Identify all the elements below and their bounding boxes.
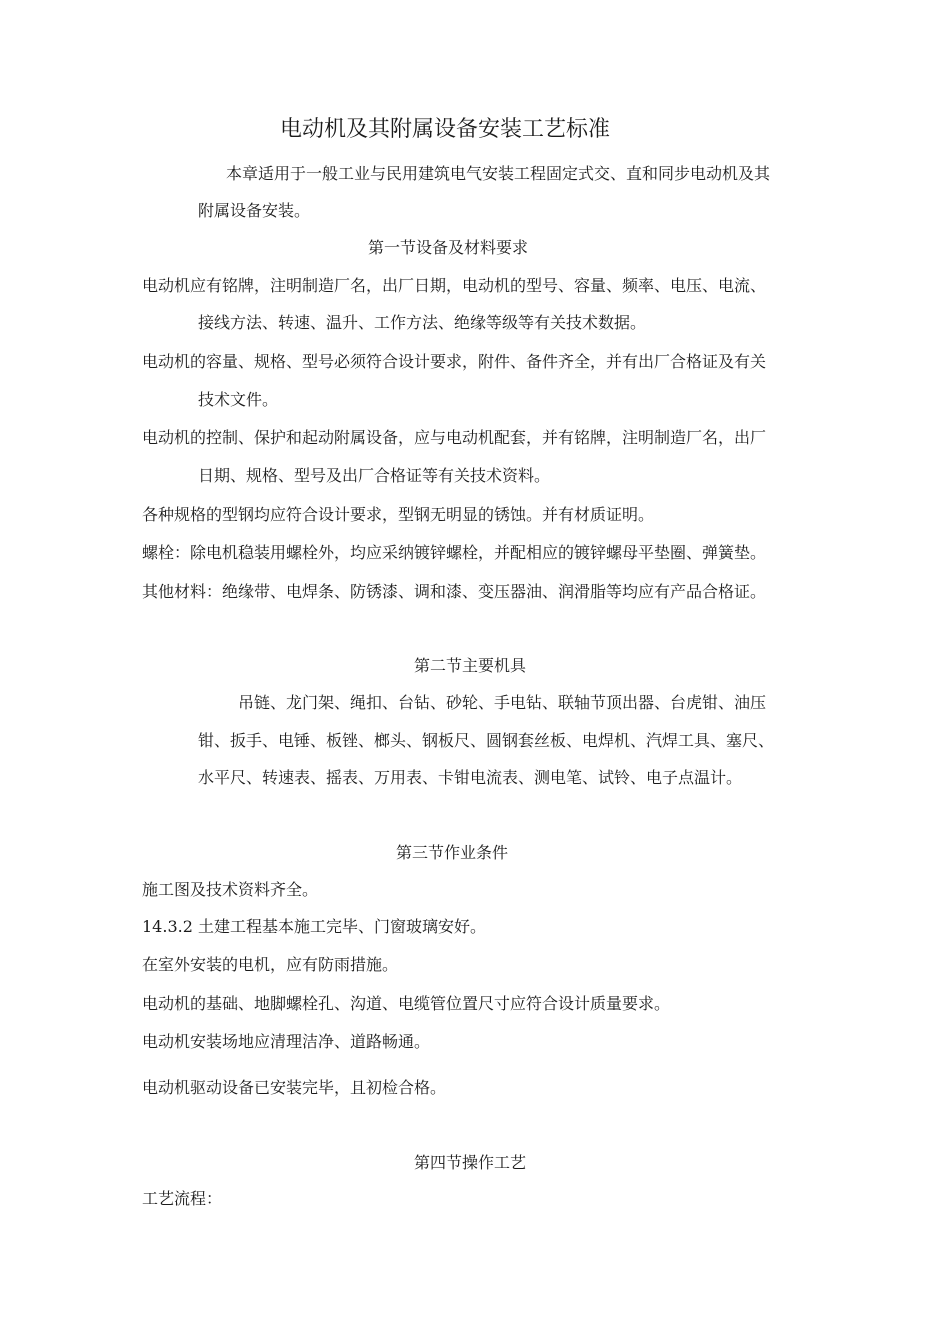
section1-para1-line1: 电动机应有铭牌，注明制造厂名，出厂日期，电动机的型号、容量、频率、电压、电流、 [142,276,767,295]
section4-heading: 第四节操作工艺 [414,1153,527,1172]
section2-line-1: 吊链、龙门架、绳扣、台钻、砂轮、手电钻、联轴节顶出器、台虎钳、油压 [238,693,767,712]
section1-heading: 第一节设备及材料要求 [368,238,529,257]
section1-line-bolts: 螺栓：除电机稳装用螺栓外，均应采纳镀锌螺栓，并配相应的镀锌螺母平垫圈、弹簧垫。 [142,543,767,562]
intro-line-1: 本章适用于一般工业与民用建筑电气安装工程固定式交、直和同步电动机及其 [226,164,771,183]
section2-heading: 第二节主要机具 [414,656,527,675]
section3-line-5: 电动机安装场地应清理洁净、道路畅通。 [142,1032,431,1051]
section3-line-4: 电动机的基础、地脚螺栓孔、沟道、电缆管位置尺寸应符合设计质量要求。 [142,994,671,1013]
section3-line-3: 在室外安装的电机，应有防雨措施。 [142,955,399,974]
section2-line-3: 水平尺、转速表、摇表、万用表、卡钳电流表、测电笔、试铃、电子点温计。 [198,768,743,787]
section1-para3-line2: 日期、规格、型号及出厂合格证等有关技术资料。 [198,466,551,485]
section1-line-other: 其他材料：绝缘带、电焊条、防锈漆、调和漆、变压器油、润滑脂等均应有产品合格证。 [142,582,767,601]
section2-line-2: 钳、扳手、电锤、板锉、榔头、钢板尺、圆钢套丝板、电焊机、汽焊工具、塞尺、 [198,731,775,750]
section1-para2-line2: 技术文件。 [198,390,279,409]
section3-line-2: 14.3.2 土建工程基本施工完毕、门窗玻璃安好。 [142,917,486,936]
section1-line-steel: 各种规格的型钢均应符合设计要求，型钢无明显的锈蚀。并有材质证明。 [142,505,655,524]
section1-para1-line2: 接线方法、转速、温升、工作方法、绝缘等级等有关技术数据。 [198,313,647,332]
section1-para2-line1: 电动机的容量、规格、型号必须符合设计要求，附件、备件齐全，并有出厂合格证及有关 [142,352,767,371]
section1-para3-line1: 电动机的控制、保护和起动附属设备，应与电动机配套，并有铭牌，注明制造厂名，出厂 [142,428,767,447]
document-title: 电动机及其附属设备安装工艺标准 [280,117,611,142]
intro-line-2: 附属设备安装。 [198,201,311,220]
section3-line-1: 施工图及技术资料齐全。 [142,880,319,899]
section4-line-1: 工艺流程： [142,1189,223,1208]
section3-line-6: 电动机驱动设备已安装完毕，且初检合格。 [142,1078,447,1097]
section3-heading: 第三节作业条件 [396,843,509,862]
